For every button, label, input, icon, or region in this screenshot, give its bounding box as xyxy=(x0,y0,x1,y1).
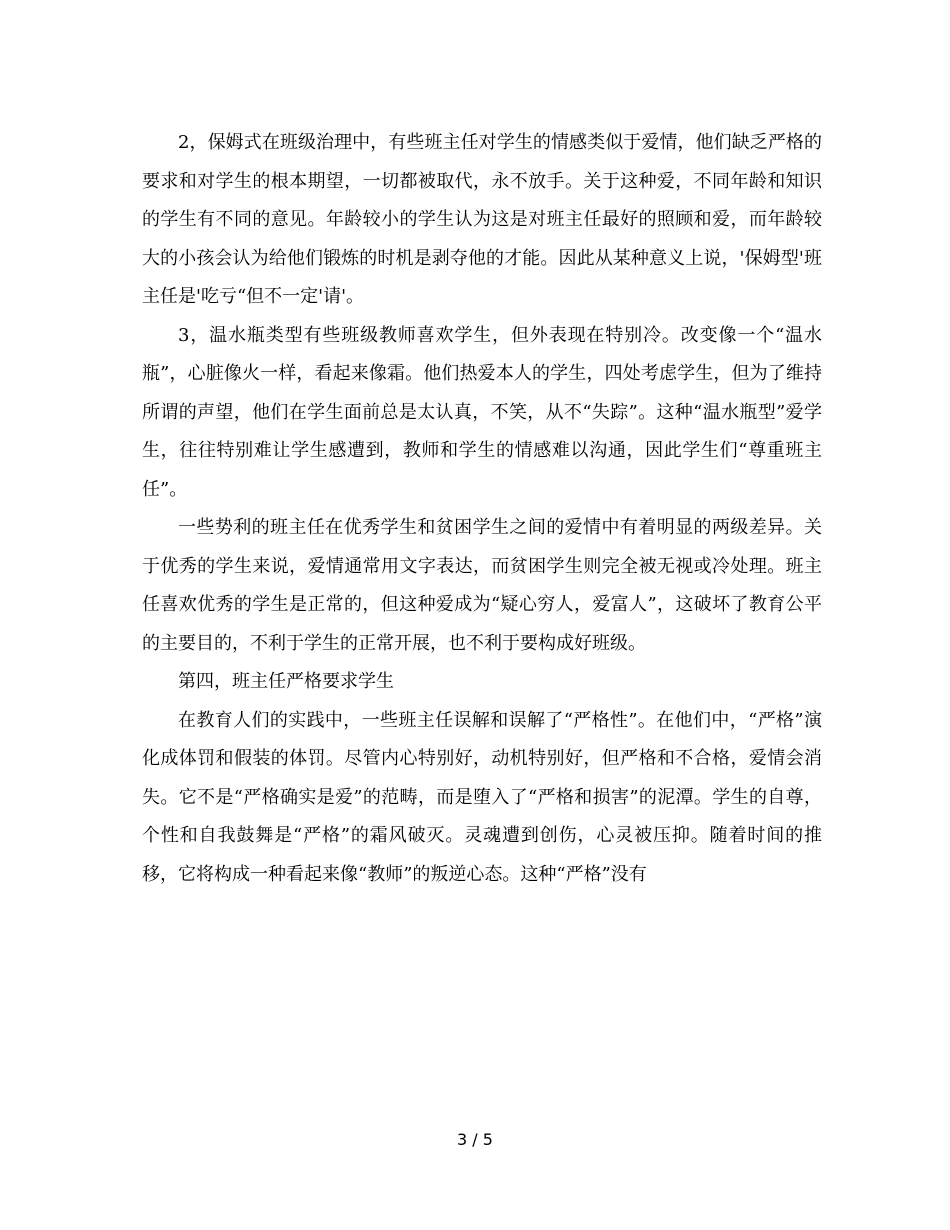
section-heading-strict: 第四，班主任严格要求学生 xyxy=(178,671,394,692)
paragraph-nanny-type: 2，保姆式在班级治理中，有些班主任对学生的情感类似于爱情，他们缺乏严格的要求和对学生的根本期望，一切都被取代，永不放手。关于这种爱，不同年龄和知识的学生有不同的意见。年龄较小的学生认为这是对班主任最好的照顾和爱，而年龄较大的小孩会认为给他们锻炼的时机是剥夺他的才能。因此从某种意义上说，'保姆型'班主任是'吃亏“但不一定'请'。 xyxy=(142,132,822,307)
paragraph-snobbish-type: 一些势利的班主任在优秀学生和贫困学生之间的爱情中有着明显的两级差异。关于优秀的学生来说，爱情通常用文字表达，而贫困学生则完全被无视或冷处理。班主任喜欢优秀的学生是正常的，但这种爱成为“疑心穷人，爱富人”，这破坏了教育公平的主要目的，不利于学生的正常开展，也不利于要构成好班级。 xyxy=(142,517,822,654)
paragraph-thermos-type: 3，温水瓶类型有些班级教师喜欢学生，但外表现在特别冷。改变像一个“温水瓶”，心脏像火一样，看起来像霜。他们热爱本人的学生，四处考虑学生，但为了维持所谓的声望，他们在学生面前总是太认真，不笑，从不“失踪”。这种“温水瓶型”爱学生，往往特别难让学生感遭到，教师和学生的情感难以沟通，因此学生们“尊重班主任”。 xyxy=(142,324,822,500)
paragraph-strictness: 在教育人们的实践中，一些班主任误解和误解了“严格性”。在他们中，“严格”演化成体罚和假装的体罚。尽管内心特别好，动机特别好，但严格和不合格，爱情会消失。它不是“严格确实是爱”的范畴，而是堕入了“严格和损害”的泥潭。学生的自尊，个性和自我鼓舞是“严格”的霜风破灭。灵魂遭到创伤，心灵被压抑。随着时间的推移，它将构成一种看起来像“教师”的叛逆心态。这种“严格”没有 xyxy=(142,709,822,885)
document-body xyxy=(142,124,822,894)
page-number: 3 / 5 xyxy=(457,1130,493,1149)
